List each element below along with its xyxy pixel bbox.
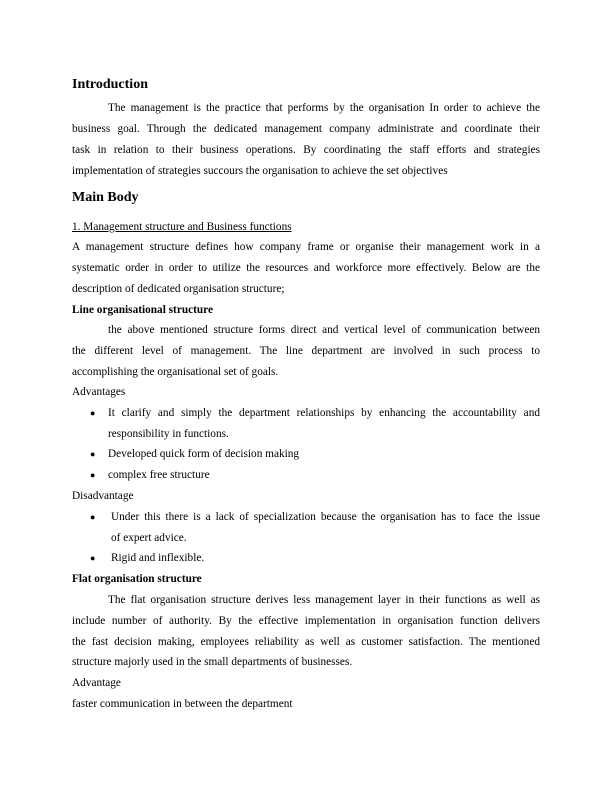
disadvantage-label: Disadvantage — [72, 490, 134, 502]
intro-line-1: The management is the practice that performs by the organisation In order to achieve the — [108, 102, 540, 114]
bullet-icon: ● — [90, 553, 96, 563]
line-structure-line-1: the above mentioned structure forms direct and vertical level of communication between — [108, 324, 540, 336]
section-subheading: 1. Management structure and Business functions — [72, 221, 292, 233]
bullet-icon: ● — [90, 470, 96, 480]
intro-line-4: implementation of strategies succours the organisation to achieve the set objectives — [72, 165, 448, 177]
bullet-icon: ● — [90, 449, 96, 459]
flat-structure-line-3: the fast decision making, employees reliability as well as customer satisfaction. The mentioned — [72, 636, 540, 648]
bullet-icon: ● — [90, 512, 96, 522]
disadvantage-2: Rigid and inflexible. — [111, 552, 205, 564]
flat-structure-heading: Flat organisation structure — [72, 573, 202, 585]
line-structure-line-2: the different level of management. The line department are involved in such process to — [72, 345, 540, 357]
flat-structure-line-1: The flat organisation structure derives less management layer in their functions as well as — [108, 594, 540, 606]
line-structure-line-3: accomplishing the organisational set of goals. — [72, 366, 279, 378]
main-para-line-1: A management structure defines how company frame or organise their management work in a — [72, 241, 540, 253]
main-para-line-2: systematic order in order to utilize the resources and workforce more effectively. Below are the — [72, 262, 540, 274]
advantages-label: Advantages — [72, 386, 126, 398]
flat-structure-line-2: include number of authority. By the effective implementation in organisation function delivers — [72, 615, 540, 627]
advantage-1-line-2: responsibility in functions. — [108, 428, 229, 440]
flat-structure-line-4: structure majorly used in the small departments of businesses. — [72, 656, 353, 668]
bullet-icon: ● — [90, 408, 96, 418]
line-structure-heading: Line organisational structure — [72, 304, 214, 316]
flat-advantage-label: Advantage — [72, 677, 121, 689]
advantage-2: Developed quick form of decision making — [108, 448, 300, 460]
main-para-line-3: description of dedicated organisation structure; — [72, 283, 285, 295]
intro-line-3: task in relation to their business operations. By coordinating the staff efforts and strategies — [72, 144, 540, 156]
advantage-3: complex free structure — [108, 469, 210, 481]
intro-line-2: business goal. Through the dedicated management company administrate and coordinate their — [72, 123, 540, 135]
disadvantage-1-line-1: Under this there is a lack of specialization because the organisation has to face the issue — [111, 511, 540, 523]
flat-advantage-text: faster communication in between the department — [72, 698, 293, 710]
disadvantage-1-line-2: of expert advice. — [111, 532, 187, 544]
advantage-1-line-1: It clarify and simply the department relationships by enhancing the accountability and — [108, 407, 540, 419]
main-body-heading: Main Body — [72, 190, 139, 205]
introduction-heading: Introduction — [72, 77, 148, 92]
